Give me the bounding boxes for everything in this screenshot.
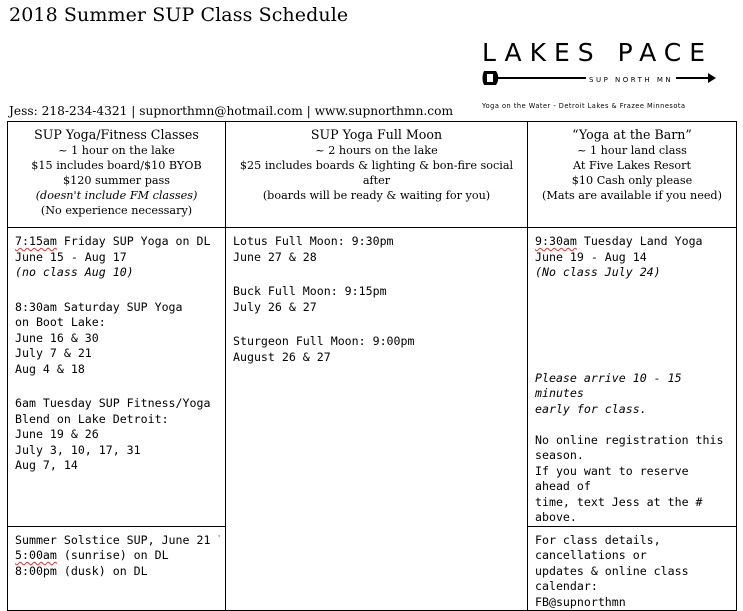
logo-tagline: Yoga on the Water - Detroit Lakes & Frazee Minnesota — [482, 102, 686, 110]
header-line: (boards will be ready & waiting for you) — [262, 189, 491, 202]
tuesday-dates: June 19 & 26 — [15, 427, 99, 441]
page-title: 2018 Summer SUP Class Schedule — [9, 4, 349, 26]
logo-wordmark: LAKES PACE — [482, 38, 714, 67]
saturday-class: 8:30am Saturday SUP Yoga — [15, 299, 183, 314]
header-line: $15 includes board/$10 BYOB — [31, 159, 202, 172]
header-line: ~ 1 hour land class — [577, 144, 687, 157]
header-barn-yoga — [528, 122, 737, 228]
solstice-dusk: 8:00pm (dusk) on DL — [15, 563, 148, 578]
tuesday-dates: Aug 7, 14 — [15, 458, 78, 472]
lotus-dates: June 27 & 28 — [233, 249, 317, 264]
tuesday-dates: July 3, 10, 17, 31 — [15, 442, 141, 457]
arrive-note: Please arrive 10 - 15 minutes — [535, 370, 682, 400]
header-line: (No experience necessary) — [40, 204, 193, 217]
header-line: (doesn't include FM classes) — [35, 189, 198, 202]
schedule-row — [8, 228, 737, 527]
sup-yoga-schedule-cell — [8, 228, 226, 527]
sturgeon-title: Sturgeon Full Moon: 9:00pm — [233, 334, 415, 348]
saturday-dates: Aug 4 & 18 — [15, 361, 85, 376]
header-row — [8, 122, 737, 228]
header-line: ~ 2 hours on the lake — [315, 144, 438, 157]
saturday-dates: June 16 & 30 — [15, 330, 99, 345]
saturday-dates: July 7 & 21 — [15, 346, 92, 360]
reserve-note: If you want to reserve ahead of — [535, 463, 689, 493]
header-title: SUP Yoga Full Moon — [310, 127, 443, 142]
lotus-title: Lotus Full Moon: 9:30pm — [233, 234, 394, 248]
lakes-pace-logo — [468, 38, 730, 114]
barn-class: 9:30am Tuesday Land Yoga — [535, 234, 703, 248]
reserve-note: time, text Jess at the # above. — [535, 494, 703, 524]
header-sup-yoga — [8, 122, 226, 228]
tuesday-location: Blend on Lake Detroit: — [15, 411, 169, 426]
logo-subtitle: SUP NORTH MN — [586, 76, 676, 84]
details-line: For class details, cancellations or — [535, 532, 661, 562]
barn-yoga-schedule-cell — [528, 228, 737, 527]
sturgeon-dates: August 26 & 27 — [233, 349, 331, 364]
header-line: ~ 1 hour on the lake — [58, 144, 175, 157]
saturday-location: on Boot Lake: — [15, 315, 106, 329]
header-full-moon — [226, 122, 528, 228]
arrive-note: early for class. — [535, 401, 647, 416]
schedule-table — [7, 121, 737, 611]
tuesday-class: 6am Tuesday SUP Fitness/Yoga — [15, 396, 211, 410]
cell-marker-icon: ▾ — [217, 532, 221, 540]
solstice-cell — [8, 526, 226, 611]
full-moon-schedule-cell — [226, 228, 528, 611]
header-line: (Mats are available if you need) — [542, 189, 722, 202]
friday-class: 7:15am Friday SUP Yoga on DL — [15, 234, 211, 248]
facebook-handle: FB@supnorthmn — [535, 594, 626, 609]
registration-note: No online registration this — [535, 432, 724, 447]
friday-dates: June 15 - Aug 17 — [15, 249, 127, 264]
details-cell — [528, 526, 737, 611]
barn-note: (No class July 24) — [535, 265, 661, 279]
friday-note: (no class Aug 10) — [15, 265, 134, 279]
header-title: SUP Yoga/Fitness Classes — [34, 127, 199, 142]
buck-dates: July 26 & 27 — [233, 299, 317, 314]
solstice-sunrise: 5:00am (sunrise) on DL — [15, 548, 169, 562]
buck-title: Buck Full Moon: 9:15pm — [233, 284, 387, 298]
header-line: $120 summer pass — [62, 174, 171, 187]
header-line: $10 Cash only please — [571, 174, 693, 187]
contact-line: Jess: 218-234-4321 | supnorthmn@hotmail.com | www.supnorthmn.com — [9, 104, 454, 118]
header-line: At Five Lakes Resort — [573, 159, 691, 172]
barn-dates: June 19 - Aug 14 — [535, 249, 647, 264]
header-line: $25 includes boards & lighting & bon-fire social after — [239, 159, 514, 187]
registration-note: season. — [535, 448, 584, 462]
details-line: updates & online class calendar: — [535, 563, 689, 593]
header-title: “Yoga at the Barn” — [572, 127, 692, 142]
solstice-title: Summer Solstice SUP, June 21 — [15, 532, 211, 547]
